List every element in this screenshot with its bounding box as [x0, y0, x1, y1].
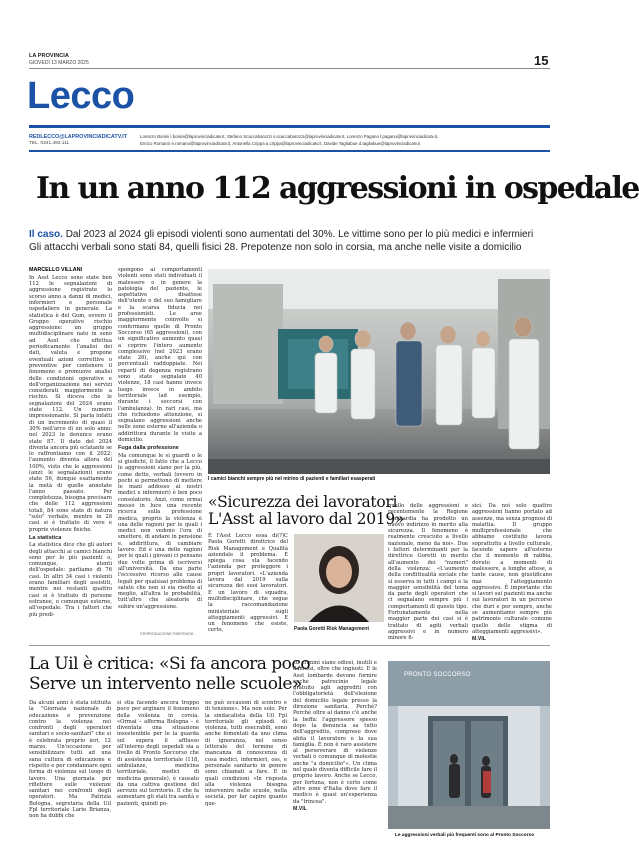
- main-photo-hospital: [208, 269, 550, 474]
- masthead-paper: LA PROVINCIA: [29, 53, 69, 59]
- main-byline: MARCELLO VILLANI: [29, 267, 83, 273]
- second-column-3: [472, 503, 552, 643]
- masthead-date: GIOVEDÌ 13 MARZO 2025: [29, 60, 89, 66]
- header-rule: [29, 68, 550, 69]
- article-divider: [29, 645, 550, 646]
- section-staff-line1: Lorenzo Bonini l.bonini@laprovinciadicatv.it, Stefano Scaccabarozzi s.scaccabarozzi@laprovinciadicatv.it, Lorenzo Pagano l.pagano@laprovinciadicatv.it,: [140, 134, 439, 139]
- second-headline-line2: L'Asst al lavoro dal 2019»: [208, 510, 405, 528]
- main-column-2: [118, 267, 202, 637]
- second-signature: M.VIL: [472, 636, 486, 643]
- second-col2-text: quello delle aggressioni e recentemente la Regione Lombardia ha prodotto un nuovo indirizzo in merito alla sicurezza. Il fenomeno è realmente cresciuto a livello nazionale, meno da noi». Due i fattori determinanti per la direttrice Goretti in merito all'aumento dei "numeri" della violenza: «L'aumento della conflittualità sociale che si esserva in tutti i campi e la maggior sensibilità del tema da parte degli operatori che ci segnalano sempre più i comportamenti di questo tipo. Fortunatamente nella maggior parte dei casi si è trattato di agiti verbali aggressivi e in numero minore fi-: [388, 503, 468, 642]
- third-signature: M.VIL: [293, 805, 307, 812]
- third-photo-caption: Le aggressioni verbali più frequenti sono al Pronto Soccorso: [395, 833, 535, 838]
- third-col2-text: si stia facendo ancora troppo poco per arginare il fenomeno della violenza in corsia. «Ormai – afferma Bologna – è diventata una situazione insostenibile per le la guarda sul supera il afflusso all'interno degli ospedali sia a livello di Pronto Soccorso che di assistenza territoriale (118, ambulanze, medicina territoriale, medici di medicina generale), è causato da una cattiva gestione del servizio sul territorio. Il che fa aumentare gli stati tra sanità e pazienti, quindi po-: [117, 700, 199, 807]
- section-email: REDLECCO@LAPROVINCIADICATV.IT: [29, 134, 128, 140]
- page-number: 15: [534, 53, 549, 68]
- main-credit: ©RIPRODUZIONE RISERVATA: [140, 632, 194, 636]
- third-column-2: [117, 700, 199, 838]
- main-col2b-text: Ma comunque le si guardi o le si giudichi, il fatto che a Lecco le aggressioni siano per la più, come detto, verbali (ovvero in pochi si permettono di mettere le mani addosso ai nostri medici e infermieri) è ben poco consolatorio. Anzi, come ormai messo in luce una recente ricerca sulla professione medica, proprio la violenza è una delle ragioni per le quali i medici non vedono l'ora di smettere, di andare in pensione e, addirittura, di cambiare lavoro. Ed è una delle ragioni per le quali i giovani ci pensano due volte prima di iscriversi all'università. Da una parte l'eccessivo ricorso alle cause legali per qualsiasi problema di salute che non si sia risolto al meglio, all'altra le probabilità, tutt'altro che aleatorie di subire un'aggressione.: [118, 452, 202, 610]
- section-title: Lecco: [27, 75, 135, 117]
- deck-line1: Dal 2023 al 2024 gli episodi violenti sono aumentati del 30%. Le vittime sono per lo più medici e infermieri: [65, 229, 534, 240]
- main-col2-text: spongono ai comportamenti violenti sono stati individuati il malessere o in genere la patologia del paziente, le aspettative disattese dell'utente o del suo famigliare e la scarsa fiducia nei professionisti. Le aree maggiormente coinvolte si confermano quelle di Pronto Soccorso (65 aggressioni), con un significativo aumento quasi a coprire l'intero aumento complessivo (nel 2023 erano state 26), anche qui con percentuali raddoppiate. Nei reparti di degenza registrano sono state segnalate 40 violenze, 18 casi hanno invece luogo invece in ambito territoriale (ad esempio, durante i soccorsi con l'ambulanza). In rari casi, ma che richiedono attenzione, si segnalano aggressioni anche nelle zone esterne all'azienda o addirittura durante le visite a domicilio.: [118, 267, 202, 444]
- second-column-2: [388, 503, 468, 642]
- second-column-1: [208, 533, 288, 637]
- third-col4-text: sti crimini siano odiosi, inutili e dannosi, oltre che ingiusti. E le Asst lombarde devono fornire anche patrocinio legale gratuito agli aggrediti con l'obbligatorietà dell'elezione del domicilio legale presso la direzione sanitaria. Perché? Perché oltre al danno c'è anche la beffa: l'aggressore spesso dopo la denuncia sa tutto dell'aggredito, compreso dove abita il lavoratore e la sua famiglia. È non è raro assistere al perseverare di violenze verbali o comunque di molestie anche "a domicilio"». Un clima nel quale diventa difficile fare il proprio lavoro. Anche se Lecco, per fortuna, non è certo come altre zone d'Italia dove fare il medico è quasi un'esperienza da "trincea".: [293, 660, 377, 805]
- second-photo-caption: Paola Goretti Risk Management: [294, 626, 370, 632]
- main-deck: [29, 229, 554, 254]
- section-staff-line2: Enrico Romanò e.romano@laprovinciadicatv.it, Antonella Crippa a.crippa@laprovinciadicatv.it, Davide Tagliabue d.tagliabue@laprovinciadicatv.it: [140, 141, 421, 146]
- second-photo-portrait: [294, 534, 384, 622]
- main-column-1: [29, 267, 112, 637]
- third-photo-er: [388, 661, 550, 829]
- section-staff-rule: [29, 150, 550, 152]
- third-column-3: [205, 700, 287, 838]
- section-phone: TEL. 0341.493.111: [29, 141, 70, 146]
- main-photo-caption: I camici bianchi sempre più nel mirino di pazienti e familiari esasperati: [208, 476, 376, 482]
- main-headline: In un anno 112 aggressioni in ospedale: [36, 171, 639, 206]
- main-col1b-text: La statistica dice che gli autori degli attacchi ai camici bianchi sono per lo più pazienti o, comunque, utenti dell'ospedale: parliamo di 76 casi. In altri 34 casi i violenti erano familiari degli assistiti, mentre nei restanti quattro casi si è trattato di persone estranee, o comunque esterne, all'ospedale. Tra i fattori che più predi-: [29, 542, 112, 618]
- third-column-1: [29, 700, 111, 838]
- third-col3-text: ne può occasioni di scontro e di tensione». Ma non solo. Per la sindacalista della Uil Fpl territoriale gli episodi di violenza, tutti esecrabili, sono anche fomentati da uno clima di ignoranza, nel senso letterale del termine di mancanza di conoscenza di cosa medici, infermieri, oss, e personale sanitario in genere sono chiamati a fare. E in quali condizioni «In risposta alla violenza bisogna intervenire nelle scuole, nella società, per far capire quanto que-: [205, 700, 287, 807]
- main-subhead-fuga: Fuga dalla professione: [118, 445, 179, 452]
- deck-kicker: Il caso.: [29, 229, 63, 240]
- second-headline: [208, 494, 408, 528]
- third-headline-line2: Serve un intervento nelle scuole»: [29, 674, 302, 694]
- third-column-4: [293, 660, 377, 838]
- second-col3-text: sici. Da noi solo quattro aggressioni hanno portato ad assenze, ma senza prognosi di malattia. Il gruppo multiprofessionale che abbiamo costituito lavora soprattutto a livello culturale, facendo sapere all'esterno che il momento di rabbia, dovuto a momenti di malessere, a lunghe attese, a tante cause, non giustificano mai l'atteggiamento aggressivo. È importante che si lavori sui pazienti ma anche sui lavoratori in un percorso che duri e per sempre, anche se aumentiamo sempre più patrimonio culturale comune quello delle stigma di atteggiamenti aggressivi».: [472, 503, 552, 635]
- deck-line2: Gli attacchi verbali sono stati 84, quelli fisici 28. Prepotenze non solo in corsia, ma anche nelle visite a domicilio: [29, 241, 522, 253]
- third-photo-sign: PRONTO SOCCORSO: [404, 672, 471, 678]
- third-headline-line1: La Uil è critica: «Si fa ancora poco: [29, 654, 311, 674]
- main-subhead-statistica: La statistica: [29, 534, 62, 541]
- third-col1-text: Da alcuni anni è stata istituita la "Giornata nazionale di educazione e prevenzione contro la violenza nei confronti degli operatori sanitari e socio-sanitari" che si è celebrata proprio ieri, 12 marzo. Un'occasione per sensibilizzare tutti ad una sana cultura di educazione e rispetto e per condannare ogni forma di violenza sul luogo di lavoro. Una giornata per riflettere sulle violenze sanitari nei confronti degli operatori. Ma Patrizia Bologna, segretaria della Uil Fpl territoriale Lario Brianza, non ha dubbi che: [29, 700, 111, 820]
- second-col1-text: È l'Asst Lecco essa di(?)C Paola Goretti direttrice del Risk Management e Qualità aziendale il problema. E spiega cosa sta facendo l'azienda per proteggere i propri lavoratori. «L'azienda lavora dal 2019 sulla sicurezza dei suoi lavoratori. E un lavoro di squadra, multidisciplinare, che segue la raccomandazione ministeriale sugli atteggiamenti aggressivi. E un fenomeno che esiste, certo,: [208, 533, 288, 634]
- second-headline-line1: «Sicurezza dei lavoratori: [208, 493, 398, 511]
- main-col1-text: In Asst Lecco sono state ben 112 le segnalazioni di aggressione registrate lo scorso anno a danni di medici, infermieri e personale ospedaliero in generale. La statistica è del Gom, ovvero il Gruppo operativo rischio aggressione: un gruppo multidisciplinare nato in seno ad Asst che effettua periodicamente l'analisi dei dati, valuta e propone eventuali azioni correttive o preventive per contenere il fenomeno e promuove analisi delle condizioni operative e dell'organizzazione nei servizi considerati maggiormente a rischio. Si diceva che le segnalazioni del 2024 erano state 112. Un numero impressionante. Si parla infatti di un incremento di quasi il 30% nell'arco di un solo anno: nel 2023 le denunce erano state 87. Il dato del 2024 diventa ancora più eclatante se lo raffrontiamo con il 2022: l'aumento diventa allora del 100%, visto che le aggressioni (anzi: le segnalazioni) erano state 56, dunque esattamente la metà di quelle annotate l'anno passato. Per completezza, bisogna precisare che delle 112 aggressioni totali, 84 sono state di natura "solo" verbale, mentre in 28 casi si è trattato di vere e proprie violenze fisiche.: [29, 274, 112, 533]
- section-rule: [29, 125, 550, 128]
